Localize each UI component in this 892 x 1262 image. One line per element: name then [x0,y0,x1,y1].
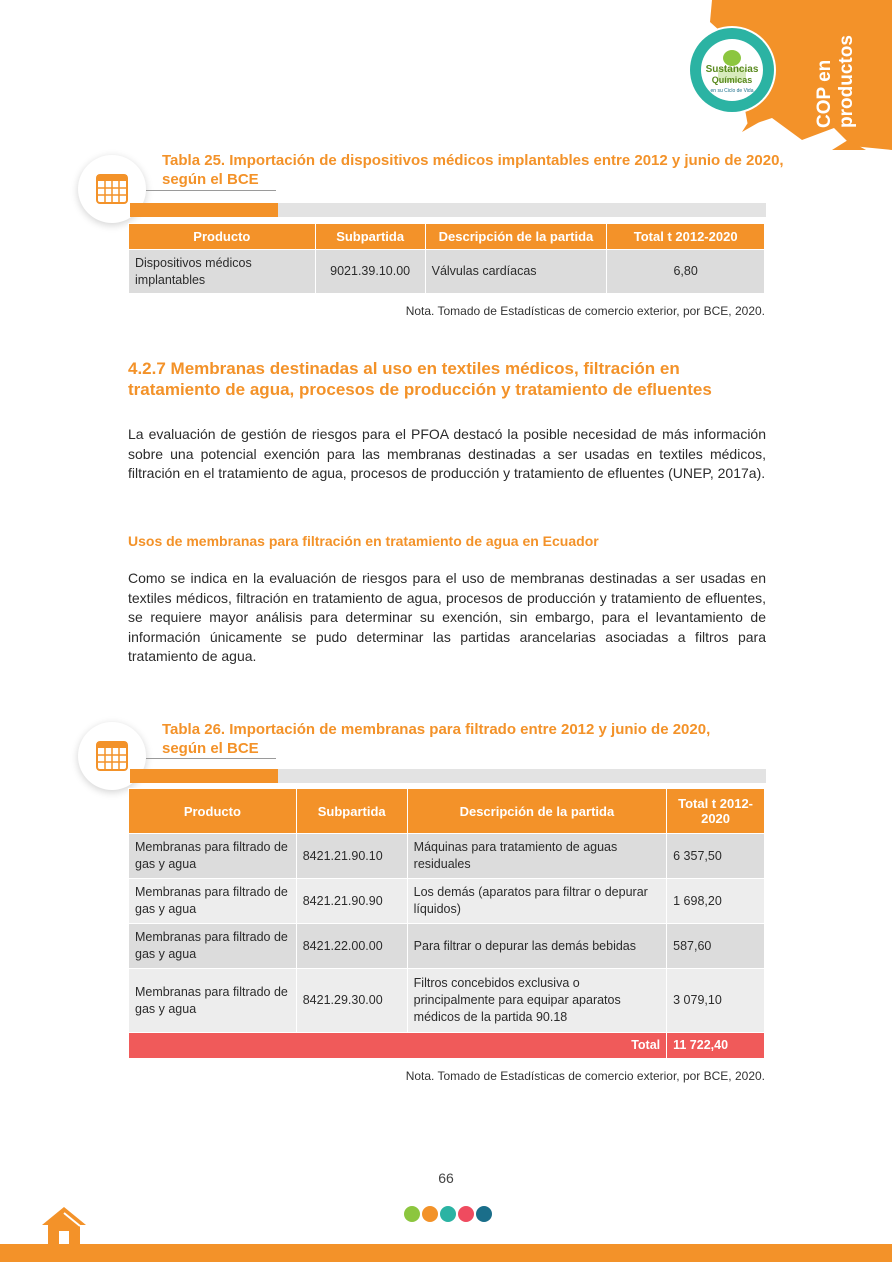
dot-red [458,1206,474,1222]
table25-caption-line1: Tabla 25. Importación de dispositivos médicos implantables entre 2012 y junio de 2020, [162,152,784,169]
section-paragraph-2: Como se indica en la evaluación de riesgos para el uso de membranas destinadas a ser usadas en textiles médicos, filtración en tratamiento de agua, procesos de producción y tratamiento de efluentes, se requiere mayor análisis para determinar su exención, sin embargo, para el levantamiento de información únicamente se pudo determinar las partidas arancelarias asociadas a filtros para tratamiento de agua. [128,570,766,665]
dot-green [404,1206,420,1222]
table-row [129,879,765,924]
cell-total: 1 698,20 [667,879,765,924]
logo-subtitle: Químicas [711,75,753,85]
cell-subpartida: 9021.39.10.00 [315,250,425,294]
cell-producto: Dispositivos médicos implantables [129,250,316,294]
table26-header-descripcion: Descripción de la partida [407,789,666,834]
cell-producto: Membranas para filtrado de gas y agua [129,969,297,1033]
table26-caption-line2: según el BCE [162,740,259,757]
table-row [129,834,765,879]
table26-note: Nota. Tomado de Estadísticas de comercio exterior, por BCE, 2020. [405,1069,765,1083]
table26-header-subpartida: Subpartida [296,789,407,834]
cell-producto: Membranas para filtrado de gas y agua [129,834,297,879]
table-total-row [129,1033,765,1059]
total-value: 11 722,40 [667,1033,765,1059]
table-icon [96,741,128,771]
section-subheading: Usos de membranas para filtración en tratamiento de agua en Ecuador [128,533,599,549]
cell-subpartida: 8421.29.30.00 [296,969,407,1033]
logo-title: Sustancias [705,64,759,75]
logo-seal [682,24,782,116]
table25-header-descripcion: Descripción de la partida [425,224,607,250]
cell-descripcion: Los demás (aparatos para filtrar o depurar líquidos) [407,879,666,924]
logo-tagline: en su Ciclo de Vida [710,88,754,94]
cell-total: 6 357,50 [667,834,765,879]
cell-descripcion: Máquinas para tratamiento de aguas residuales [407,834,666,879]
table-row [129,924,765,969]
dot-teal [440,1206,456,1222]
color-dots [404,1206,492,1222]
caption-rule [146,758,276,759]
page-number: 66 [438,1170,454,1186]
cell-descripcion: Filtros concebidos exclusiva o principalmente para equipar aparatos médicos de la partida 90.18 [407,969,666,1033]
table-row [129,250,765,294]
section-side-title [806,28,866,138]
table25 [128,223,765,294]
total-label: Total [129,1033,667,1059]
side-title-line1: COP en [814,59,835,128]
cell-subpartida: 8421.21.90.90 [296,879,407,924]
table25-caption-line2: según el BCE [162,171,259,188]
cell-descripcion: Válvulas cardíacas [425,250,607,294]
table-icon [96,174,128,204]
table-row [129,969,765,1033]
cell-total: 6,80 [607,250,765,294]
caption-bar-accent [130,769,278,783]
table25-header-producto: Producto [129,224,316,250]
table25-note: Nota. Tomado de Estadísticas de comercio exterior, por BCE, 2020. [405,304,765,318]
cell-total: 587,60 [667,924,765,969]
table25-header-subpartida: Subpartida [315,224,425,250]
caption-bar-accent [130,203,278,217]
table26-caption-line1: Tabla 26. Importación de membranas para filtrado entre 2012 y junio de 2020, [162,721,711,738]
footer-bar [0,1244,892,1262]
cell-producto: Membranas para filtrado de gas y agua [129,924,297,969]
cell-producto: Membranas para filtrado de gas y agua [129,879,297,924]
cell-subpartida: 8421.22.00.00 [296,924,407,969]
table26 [128,788,765,1059]
cell-total: 3 079,10 [667,969,765,1033]
side-title-line2: productos [836,35,857,128]
cell-descripcion: Para filtrar o depurar las demás bebidas [407,924,666,969]
section-heading: 4.2.7 Membranas destinadas al uso en textiles médicos, filtración en tratamiento de agua, procesos de producción y tratamiento de efluentes [128,359,712,399]
home-icon[interactable] [40,1205,88,1245]
caption-rule [146,190,276,191]
section-paragraph-1: La evaluación de gestión de riesgos para el PFOA destacó la posible necesidad de más información sobre una potencial exención para las membranas destinadas a ser usadas en textiles médicos, filtración en el tratamiento de agua, procesos de producción y tratamiento de efluentes (UNEP, 2017a). [128,426,766,482]
cell-subpartida: 8421.21.90.10 [296,834,407,879]
table26-header-producto: Producto [129,789,297,834]
table26-header-total: Total t 2012-2020 [667,789,765,834]
table25-header-total: Total t 2012-2020 [607,224,765,250]
dot-blue [476,1206,492,1222]
dot-orange [422,1206,438,1222]
